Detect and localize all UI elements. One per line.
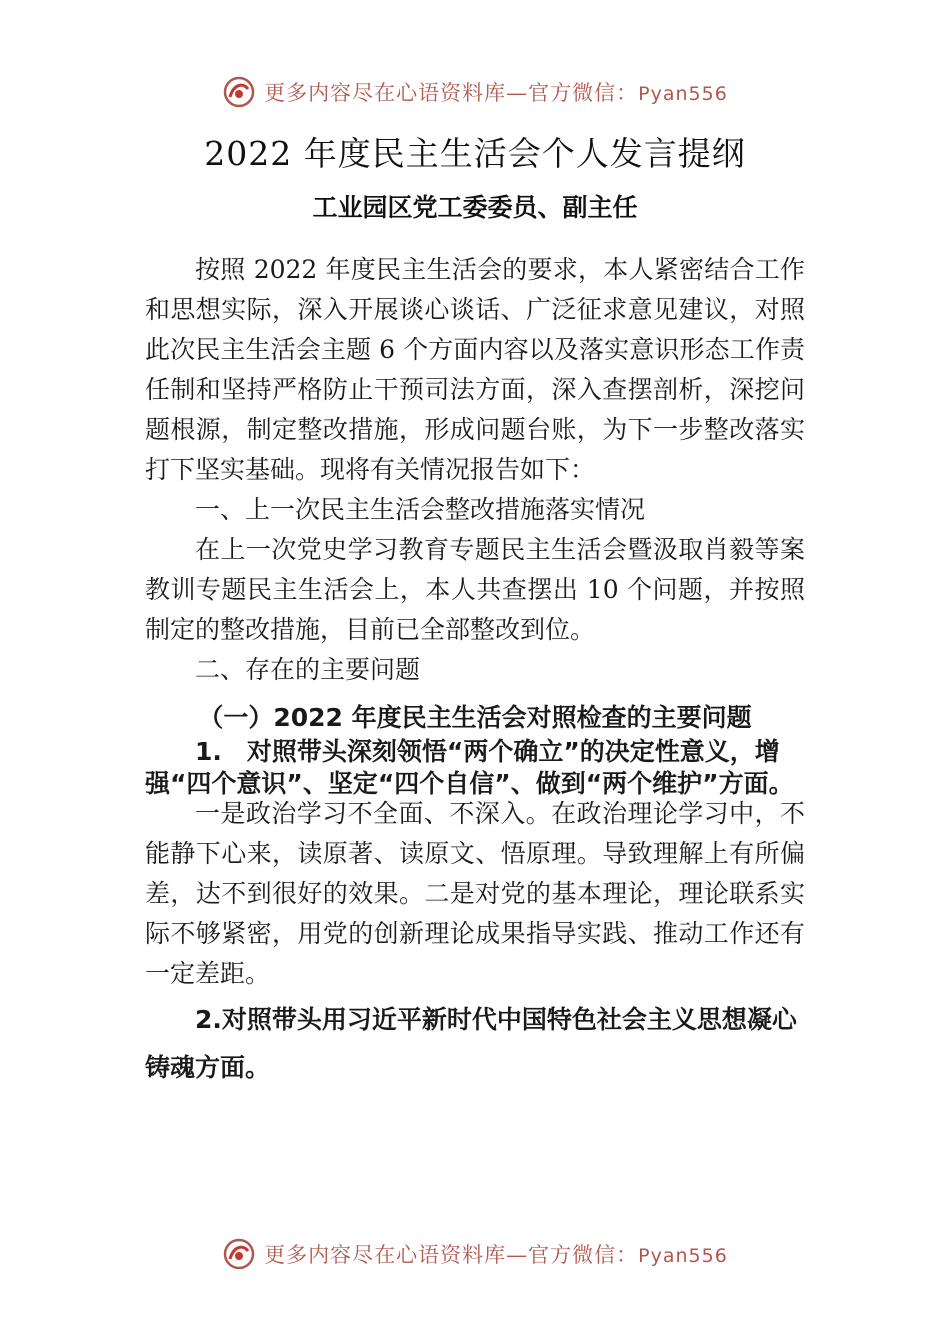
section2-heading: 二、存在的主要问题	[195, 655, 421, 684]
item2-heading: 2.对照带头用习近平新时代中国特色社会主义思想凝心铸魂方面。	[145, 1005, 797, 1082]
intro-paragraph: 按照 2022 年度民主生活会的要求，本人紧密结合工作和思想实际，深入开展谈心谈话、广泛征求意见建议，对照此次民主生活会主题 6 个方面内容以及落实意识形态工作责任制和坚持严格防止干预司法方面，深入查摆剖析，深挖问题根源，制定整改措施，形成问题台账，为下一步整改落实 打下坚实基础。现将有关情况报告如下：	[145, 255, 805, 484]
brand-logo-icon	[222, 75, 256, 109]
section1-heading: 一、上一次民主生活会整改措施落实情况	[195, 495, 646, 524]
document-subtitle: 工业园区党工委委员、副主任	[312, 193, 638, 222]
document-title: 2022 年度民主生活会个人发言提纲	[204, 134, 746, 173]
footer-watermark	[0, 1236, 950, 1272]
item1-heading: 1. 对照带头深刻领悟“两个确立”的决定性意义，增强“四个意识”、坚定“四个自信”、做到“两个维护”方面。	[145, 737, 794, 798]
watermark-text: 更多内容尽在心语资料库—官方微信：Pyan556	[264, 81, 728, 105]
item1-body: 一是政治学习不全面、不深入。在政治理论学习中，不能静下心来，读原著、读原文、悟原理。导致理解上有所偏差，达不到很好的效果。二是对党的基本理论，理论联系实际不够紧密，用党的创新理论成果指导实践、推动工作还有一定差距。	[145, 799, 805, 988]
watermark-text: 更多内容尽在心语资料库—官方微信：Pyan556	[264, 1243, 728, 1267]
header-watermark	[0, 74, 950, 110]
brand-logo-icon	[222, 1237, 256, 1271]
section1-body: 在上一次党史学习教育专题民主生活会暨汲取肖毅等案教训专题民主生活会上，本人共查摆出 10 个问题，并按照制定的整改措施，目前已全部整改到位。	[145, 535, 805, 644]
subsection1-heading: （一）2022 年度民主生活会对照检查的主要问题	[198, 703, 752, 732]
